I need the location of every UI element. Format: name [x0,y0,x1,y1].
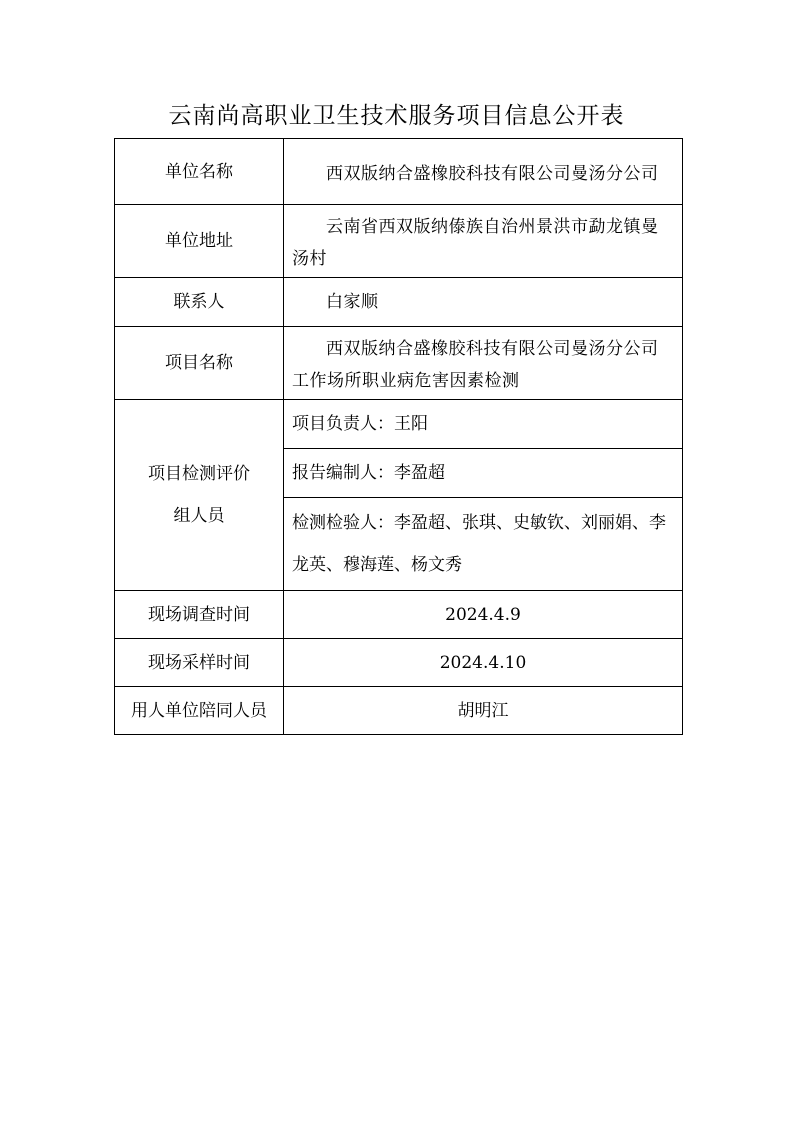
value-report-writer: 报告编制人：李盈超 [292,463,445,483]
value-company-name: 西双版纳合盛橡胶科技有限公司曼汤分公司 [326,163,659,184]
value-cell-inspectors [284,498,683,591]
value-cell-team-leader [284,400,683,449]
label-project-name: 项目名称 [115,327,284,400]
row-contact [115,278,683,327]
label-contact: 联系人 [115,278,284,327]
value-team-leader: 项目负责人：王阳 [292,414,428,434]
row-escort [115,687,683,735]
label-company-name: 单位名称 [115,139,284,205]
value-project-name: 西双版纳合盛橡胶科技有限公司曼汤分公司工作场所职业病危害因素检测 [292,339,659,391]
value-cell-report-writer [284,449,683,498]
row-company-name [115,139,683,205]
label-survey-time: 现场调查时间 [115,591,284,639]
value-company-address: 云南省西双版纳傣族自治州景洪市勐龙镇曼汤村 [292,217,659,269]
label-team-line2: 组人员 [173,506,225,526]
label-sampling-time: 现场采样时间 [115,639,284,687]
label-company-address: 单位地址 [115,205,284,278]
value-contact: 白家顺 [326,292,379,312]
row-sampling-time [115,639,683,687]
document-title: 云南尚高职业卫生技术服务项目信息公开表 [168,103,625,129]
value-survey-time: 2024.4.9 [284,591,683,639]
row-team-leader [115,400,683,449]
row-project-name [115,327,683,400]
label-team [115,400,284,591]
info-table [114,138,683,735]
value-cell-company-address [284,205,683,278]
label-team-line1: 项目检测评价 [148,464,250,484]
value-escort: 胡明江 [284,687,683,735]
row-company-address [115,205,683,278]
value-cell-company-name [284,139,683,205]
value-sampling-time: 2024.4.10 [284,639,683,687]
row-survey-time [115,591,683,639]
value-cell-contact [284,278,683,327]
label-escort: 用人单位陪同人员 [115,687,284,735]
value-cell-project-name [284,327,683,400]
value-inspectors: 检测检验人：李盈超、张琪、史敏钦、刘丽娟、李龙英、穆海莲、杨文秀 [292,513,666,575]
